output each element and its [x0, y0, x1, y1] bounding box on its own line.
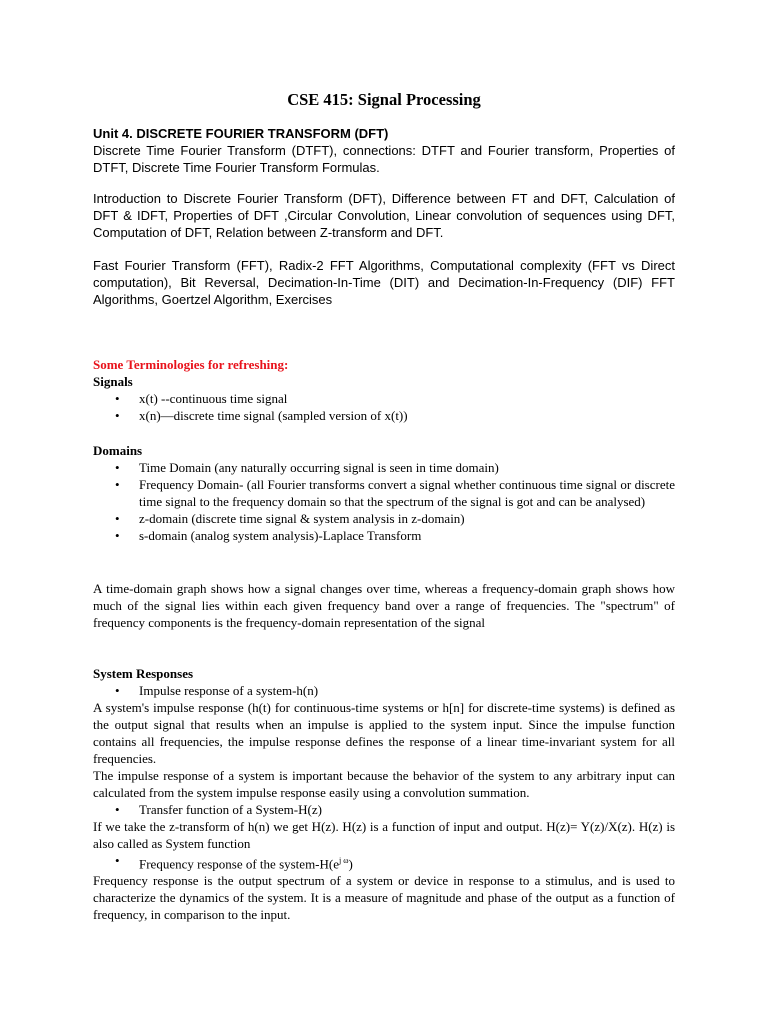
bullet-icon: •	[115, 460, 120, 475]
unit-paragraph-dtft: Discrete Time Fourier Transform (DTFT), connections: DTFT and Fourier transform, Properties of DTFT, Discrete Time Fourier Transform Formulas.	[93, 143, 675, 175]
frequency-response-paragraph: Frequency response is the output spectrum of a system or device in response to a stimulus, and is used to characterize the dynamics of the system. It is a measure of magnitude and phase of the output as a function of frequency, in comparison to the input.	[93, 873, 675, 923]
system-responses-heading: System Responses	[93, 666, 194, 681]
frequency-list	[93, 852, 675, 872]
list-item: • Impulse response of a system-h(n)	[115, 683, 319, 698]
domains-section	[93, 442, 675, 544]
bullet-icon: •	[115, 511, 120, 526]
domains-heading: Domains	[93, 443, 143, 458]
list-item: • z-domain (discrete time signal & system analysis in z-domain)	[115, 511, 465, 526]
impulse-paragraph: A system's impulse response (h(t) for continuous-time systems or h[n] for discrete-time systems) is defined as the output signal that results when an impulse is applied to the system input. Since the impulse function contains all frequencies, the impulse response defines the response of a linear time-invariant system for all frequencies.	[93, 700, 675, 766]
bullet-icon: •	[115, 528, 120, 543]
list-item: • Transfer function of a System-H(z)	[115, 802, 322, 817]
list-item: • s-domain (analog system analysis)-Laplace Transform	[115, 528, 422, 543]
list-item: • x(n)—discrete time signal (sampled version of x(t))	[115, 408, 408, 423]
unit-section	[93, 125, 675, 176]
unit-paragraph-fft-block	[93, 257, 675, 308]
unit-paragraph-dft-block	[93, 190, 675, 241]
bullet-icon: •	[115, 477, 120, 492]
unit-paragraph-dft: Introduction to Discrete Fourier Transform (DFT), Difference between FT and DFT, Calculation of DFT & IDFT, Properties of DFT ,Circular Convolution, Linear convolution of sequences using DFT, Computation of DFT, Relation between Z-transform and DFT.	[93, 191, 675, 240]
bullet-icon: •	[115, 391, 120, 406]
signals-heading: Signals	[93, 374, 133, 389]
bullet-icon: •	[115, 853, 120, 868]
terminology-heading: Some Terminologies for refreshing:	[93, 357, 289, 372]
terminology-section	[93, 356, 675, 424]
domains-list	[93, 459, 675, 544]
transfer-list	[93, 801, 675, 818]
impulse-list	[93, 682, 675, 699]
list-item: • Frequency Domain- (all Fourier transforms convert a signal whether continuous time signal or discrete time signal to the frequency domain so that the spectrum of the signal is got and can be analysed)	[115, 477, 675, 509]
domain-description-block	[93, 580, 675, 631]
transfer-paragraph: If we take the z-transform of h(n) we get H(z). H(z) is a function of input and output. H(z)= Y(z)/X(z). H(z) is also called as System function	[93, 819, 675, 851]
signals-list	[93, 390, 675, 424]
bullet-icon: •	[115, 683, 120, 698]
bullet-icon: •	[115, 802, 120, 817]
list-item: • x(t) --continuous time signal	[115, 391, 288, 406]
list-item: • Time Domain (any naturally occurring signal is seen in time domain)	[115, 460, 499, 475]
list-item: • Frequency response of the system-$H(e^{j \omega})$	[115, 853, 353, 872]
unit-paragraph-fft: Fast Fourier Transform (FFT), Radix-2 FFT Algorithms, Computational complexity (FFT vs Direct computation), Bit Reversal, Decimation-In-Time (DIT) and Decimation-In-Frequency (DIF) FFT Algorithms, Goertzel Algorithm, Exercises	[93, 258, 675, 307]
system-responses-section	[93, 665, 675, 923]
page-title: CSE 415: Signal Processing	[287, 90, 481, 109]
bullet-icon: •	[115, 408, 120, 423]
impulse-importance-paragraph: The impulse response of a system is important because the behavior of the system to any arbitrary input can calculated from the system impulse response easily using a convolution summation.	[93, 768, 675, 800]
domain-description: A time-domain graph shows how a signal changes over time, whereas a frequency-domain graph shows how much of the signal lies within each given frequency band over a range of frequencies. The "spectrum" of frequency components is the frequency-domain representation of the signal	[93, 581, 675, 630]
unit-heading: Unit 4. DISCRETE FOURIER TRANSFORM (DFT)	[93, 126, 389, 141]
